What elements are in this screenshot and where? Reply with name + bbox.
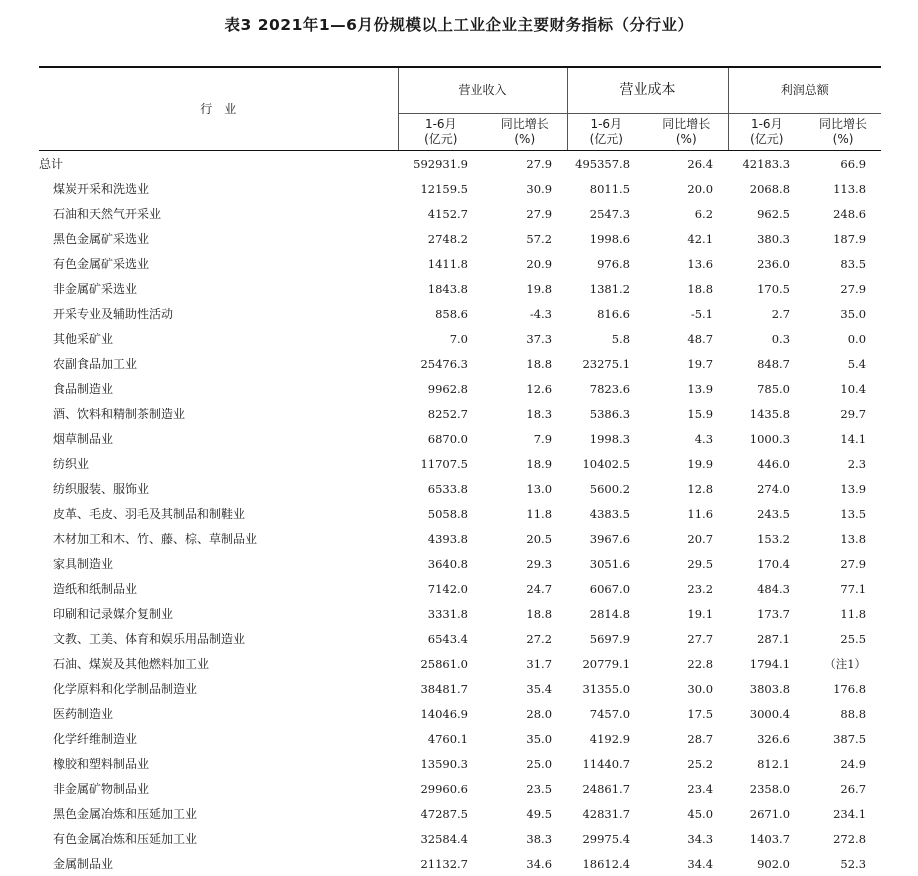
cost-growth: 27.7 bbox=[645, 626, 728, 651]
industry-name: 有色金属矿采选业 bbox=[39, 251, 398, 276]
cost-value: 5386.3 bbox=[567, 401, 645, 426]
revenue-growth: 38.3 bbox=[483, 826, 567, 851]
table-row bbox=[39, 251, 881, 276]
profit-value: 1000.3 bbox=[728, 426, 805, 451]
cost-growth: 28.7 bbox=[645, 726, 728, 751]
profit-value: 1794.1 bbox=[728, 651, 805, 676]
table-row bbox=[39, 401, 881, 426]
industry-name: 黑色金属冶炼和压延加工业 bbox=[39, 801, 398, 826]
revenue-value: 9962.8 bbox=[398, 376, 483, 401]
cost-growth: 30.0 bbox=[645, 676, 728, 701]
profit-growth: 272.8 bbox=[805, 826, 881, 851]
cost-value: 8011.5 bbox=[567, 176, 645, 201]
revenue-growth: 35.0 bbox=[483, 726, 567, 751]
cost-value: 4383.5 bbox=[567, 501, 645, 526]
cost-header: 营业成本 bbox=[567, 67, 728, 114]
revenue-value: 6870.0 bbox=[398, 426, 483, 451]
table-row bbox=[39, 851, 881, 876]
profit-growth: 0.0 bbox=[805, 326, 881, 351]
cost-growth: 22.8 bbox=[645, 651, 728, 676]
industry-name: 烟草制品业 bbox=[39, 426, 398, 451]
revenue-growth: 7.9 bbox=[483, 426, 567, 451]
table-row bbox=[39, 576, 881, 601]
profit-value: 2671.0 bbox=[728, 801, 805, 826]
profit-period-header: 1-6月 (亿元) bbox=[728, 114, 805, 151]
profit-value: 962.5 bbox=[728, 201, 805, 226]
cost-value: 1998.3 bbox=[567, 426, 645, 451]
table-row bbox=[39, 376, 881, 401]
profit-growth: 248.6 bbox=[805, 201, 881, 226]
cost-value: 7457.0 bbox=[567, 701, 645, 726]
cost-value: 7823.6 bbox=[567, 376, 645, 401]
cost-growth: 12.8 bbox=[645, 476, 728, 501]
industry-name: 食品制造业 bbox=[39, 376, 398, 401]
industry-name: 印刷和记录媒介复制业 bbox=[39, 601, 398, 626]
industry-name: 石油和天然气开采业 bbox=[39, 201, 398, 226]
cost-value: 6067.0 bbox=[567, 576, 645, 601]
profit-growth: 176.8 bbox=[805, 676, 881, 701]
table-row bbox=[39, 701, 881, 726]
revenue-growth: 20.9 bbox=[483, 251, 567, 276]
profit-value: 173.7 bbox=[728, 601, 805, 626]
cost-growth: 6.2 bbox=[645, 201, 728, 226]
profit-growth: 26.7 bbox=[805, 776, 881, 801]
revenue-growth: 18.3 bbox=[483, 401, 567, 426]
industry-name: 橡胶和塑料制品业 bbox=[39, 751, 398, 776]
industry-name: 医药制造业 bbox=[39, 701, 398, 726]
revenue-value: 14046.9 bbox=[398, 701, 483, 726]
cost-growth: 13.6 bbox=[645, 251, 728, 276]
revenue-growth: 20.5 bbox=[483, 526, 567, 551]
revenue-growth: 24.7 bbox=[483, 576, 567, 601]
cost-growth: 13.9 bbox=[645, 376, 728, 401]
cost-growth: 17.5 bbox=[645, 701, 728, 726]
profit-value: 848.7 bbox=[728, 351, 805, 376]
cost-period-header: 1-6月 (亿元) bbox=[567, 114, 645, 151]
table-row bbox=[39, 651, 881, 676]
profit-growth: 11.8 bbox=[805, 601, 881, 626]
cost-growth: 23.4 bbox=[645, 776, 728, 801]
revenue-value: 6533.8 bbox=[398, 476, 483, 501]
revenue-value: 4152.7 bbox=[398, 201, 483, 226]
profit-growth: 66.9 bbox=[805, 151, 881, 177]
revenue-value: 2748.2 bbox=[398, 226, 483, 251]
profit-value: 785.0 bbox=[728, 376, 805, 401]
profit-value: 274.0 bbox=[728, 476, 805, 501]
revenue-value: 13590.3 bbox=[398, 751, 483, 776]
revenue-growth: 34.6 bbox=[483, 851, 567, 876]
revenue-growth: 35.4 bbox=[483, 676, 567, 701]
revenue-growth: 37.3 bbox=[483, 326, 567, 351]
revenue-value: 3331.8 bbox=[398, 601, 483, 626]
profit-growth: 113.8 bbox=[805, 176, 881, 201]
cost-growth: -5.1 bbox=[645, 301, 728, 326]
industry-name: 纺织业 bbox=[39, 451, 398, 476]
profit-growth: 2.3 bbox=[805, 451, 881, 476]
cost-growth-header: 同比增长 (%) bbox=[645, 114, 728, 151]
profit-value: 236.0 bbox=[728, 251, 805, 276]
profit-growth: 77.1 bbox=[805, 576, 881, 601]
industry-name: 黑色金属矿采选业 bbox=[39, 226, 398, 251]
profit-value: 902.0 bbox=[728, 851, 805, 876]
revenue-growth: 13.0 bbox=[483, 476, 567, 501]
revenue-value: 11707.5 bbox=[398, 451, 483, 476]
revenue-value: 32584.4 bbox=[398, 826, 483, 851]
profit-value: 153.2 bbox=[728, 526, 805, 551]
table-row bbox=[39, 151, 881, 177]
profit-growth: 29.7 bbox=[805, 401, 881, 426]
table-row bbox=[39, 176, 881, 201]
revenue-growth: 12.6 bbox=[483, 376, 567, 401]
profit-growth: 88.8 bbox=[805, 701, 881, 726]
cost-value: 976.8 bbox=[567, 251, 645, 276]
profit-growth: 10.4 bbox=[805, 376, 881, 401]
cost-value: 24861.7 bbox=[567, 776, 645, 801]
cost-growth: 34.3 bbox=[645, 826, 728, 851]
cost-growth: 19.9 bbox=[645, 451, 728, 476]
industry-name: 煤炭开采和洗选业 bbox=[39, 176, 398, 201]
table-row bbox=[39, 726, 881, 751]
revenue-value: 25861.0 bbox=[398, 651, 483, 676]
revenue-value: 8252.7 bbox=[398, 401, 483, 426]
table-row bbox=[39, 351, 881, 376]
profit-value: 243.5 bbox=[728, 501, 805, 526]
cost-value: 42831.7 bbox=[567, 801, 645, 826]
cost-growth: 15.9 bbox=[645, 401, 728, 426]
profit-growth: 83.5 bbox=[805, 251, 881, 276]
revenue-value: 5058.8 bbox=[398, 501, 483, 526]
table-row bbox=[39, 426, 881, 451]
profit-header: 利润总额 bbox=[728, 67, 881, 114]
cost-growth: 11.6 bbox=[645, 501, 728, 526]
cost-value: 4192.9 bbox=[567, 726, 645, 751]
table-row bbox=[39, 601, 881, 626]
cost-value: 11440.7 bbox=[567, 751, 645, 776]
table-row bbox=[39, 451, 881, 476]
revenue-growth: 11.8 bbox=[483, 501, 567, 526]
cost-value: 31355.0 bbox=[567, 676, 645, 701]
cost-value: 10402.5 bbox=[567, 451, 645, 476]
revenue-growth: 19.8 bbox=[483, 276, 567, 301]
cost-value: 2547.3 bbox=[567, 201, 645, 226]
revenue-period-header: 1-6月 (亿元) bbox=[398, 114, 483, 151]
revenue-value: 3640.8 bbox=[398, 551, 483, 576]
profit-growth: 24.9 bbox=[805, 751, 881, 776]
profit-value: 2.7 bbox=[728, 301, 805, 326]
table-row bbox=[39, 476, 881, 501]
table-row bbox=[39, 201, 881, 226]
table-title: 表3 2021年1—6月份规模以上工业企业主要财务指标（分行业） bbox=[0, 13, 918, 35]
industry-name: 开采专业及辅助性活动 bbox=[39, 301, 398, 326]
revenue-value: 21132.7 bbox=[398, 851, 483, 876]
revenue-value: 6543.4 bbox=[398, 626, 483, 651]
table-row bbox=[39, 751, 881, 776]
cost-growth: 19.1 bbox=[645, 601, 728, 626]
cost-value: 5600.2 bbox=[567, 476, 645, 501]
profit-growth: 25.5 bbox=[805, 626, 881, 651]
profit-value: 0.3 bbox=[728, 326, 805, 351]
profit-value: 1435.8 bbox=[728, 401, 805, 426]
profit-value: 3803.8 bbox=[728, 676, 805, 701]
cost-value: 3967.6 bbox=[567, 526, 645, 551]
revenue-growth: 27.9 bbox=[483, 201, 567, 226]
revenue-value: 592931.9 bbox=[398, 151, 483, 177]
table-row bbox=[39, 551, 881, 576]
industry-name: 非金属矿采选业 bbox=[39, 276, 398, 301]
industry-name: 有色金属冶炼和压延加工业 bbox=[39, 826, 398, 851]
industry-header: 行 业 bbox=[39, 67, 398, 151]
industry-name: 其他采矿业 bbox=[39, 326, 398, 351]
revenue-growth: 25.0 bbox=[483, 751, 567, 776]
table-row bbox=[39, 501, 881, 526]
industry-name: 农副食品加工业 bbox=[39, 351, 398, 376]
table-row bbox=[39, 676, 881, 701]
cost-value: 29975.4 bbox=[567, 826, 645, 851]
profit-value: 1403.7 bbox=[728, 826, 805, 851]
revenue-value: 7142.0 bbox=[398, 576, 483, 601]
cost-value: 5697.9 bbox=[567, 626, 645, 651]
revenue-growth: 57.2 bbox=[483, 226, 567, 251]
profit-value: 326.6 bbox=[728, 726, 805, 751]
industry-name: 文教、工美、体育和娱乐用品制造业 bbox=[39, 626, 398, 651]
industry-name: 金属制品业 bbox=[39, 851, 398, 876]
cost-growth: 19.7 bbox=[645, 351, 728, 376]
profit-value: 3000.4 bbox=[728, 701, 805, 726]
table-row bbox=[39, 626, 881, 651]
profit-growth: 13.8 bbox=[805, 526, 881, 551]
cost-value: 1998.6 bbox=[567, 226, 645, 251]
revenue-growth: 29.3 bbox=[483, 551, 567, 576]
revenue-growth: -4.3 bbox=[483, 301, 567, 326]
cost-growth: 34.4 bbox=[645, 851, 728, 876]
profit-value: 170.5 bbox=[728, 276, 805, 301]
revenue-growth: 27.2 bbox=[483, 626, 567, 651]
profit-growth-header: 同比增长 (%) bbox=[805, 114, 881, 151]
profit-value: 2358.0 bbox=[728, 776, 805, 801]
cost-growth: 26.4 bbox=[645, 151, 728, 177]
revenue-value: 4760.1 bbox=[398, 726, 483, 751]
industry-name: 皮革、毛皮、羽毛及其制品和制鞋业 bbox=[39, 501, 398, 526]
profit-value: 446.0 bbox=[728, 451, 805, 476]
cost-growth: 29.5 bbox=[645, 551, 728, 576]
profit-growth: 13.9 bbox=[805, 476, 881, 501]
revenue-value: 38481.7 bbox=[398, 676, 483, 701]
cost-growth: 23.2 bbox=[645, 576, 728, 601]
profit-growth: 27.9 bbox=[805, 276, 881, 301]
profit-value: 380.3 bbox=[728, 226, 805, 251]
industry-name: 纺织服装、服饰业 bbox=[39, 476, 398, 501]
table-row bbox=[39, 226, 881, 251]
total-row-label: 总计 bbox=[39, 151, 398, 177]
revenue-value: 7.0 bbox=[398, 326, 483, 351]
cost-value: 18612.4 bbox=[567, 851, 645, 876]
industry-name: 化学原料和化学制品制造业 bbox=[39, 676, 398, 701]
revenue-value: 1411.8 bbox=[398, 251, 483, 276]
profit-growth: （注1） bbox=[805, 651, 881, 676]
profit-growth: 234.1 bbox=[805, 801, 881, 826]
cost-growth: 48.7 bbox=[645, 326, 728, 351]
cost-value: 495357.8 bbox=[567, 151, 645, 177]
table-row bbox=[39, 326, 881, 351]
revenue-value: 25476.3 bbox=[398, 351, 483, 376]
revenue-value: 29960.6 bbox=[398, 776, 483, 801]
profit-value: 812.1 bbox=[728, 751, 805, 776]
profit-growth: 14.1 bbox=[805, 426, 881, 451]
profit-growth: 5.4 bbox=[805, 351, 881, 376]
industry-name: 家具制造业 bbox=[39, 551, 398, 576]
revenue-growth-header: 同比增长 (%) bbox=[483, 114, 567, 151]
cost-growth: 45.0 bbox=[645, 801, 728, 826]
industry-name: 造纸和纸制品业 bbox=[39, 576, 398, 601]
revenue-value: 858.6 bbox=[398, 301, 483, 326]
table-row bbox=[39, 276, 881, 301]
profit-growth: 13.5 bbox=[805, 501, 881, 526]
industry-name: 木材加工和木、竹、藤、棕、草制品业 bbox=[39, 526, 398, 551]
cost-growth: 4.3 bbox=[645, 426, 728, 451]
profit-value: 287.1 bbox=[728, 626, 805, 651]
profit-growth: 27.9 bbox=[805, 551, 881, 576]
table-row bbox=[39, 301, 881, 326]
cost-growth: 18.8 bbox=[645, 276, 728, 301]
table-row bbox=[39, 776, 881, 801]
revenue-growth: 28.0 bbox=[483, 701, 567, 726]
revenue-growth: 31.7 bbox=[483, 651, 567, 676]
cost-value: 3051.6 bbox=[567, 551, 645, 576]
revenue-growth: 27.9 bbox=[483, 151, 567, 177]
table-row bbox=[39, 826, 881, 851]
revenue-growth: 23.5 bbox=[483, 776, 567, 801]
industry-name: 非金属矿物制品业 bbox=[39, 776, 398, 801]
cost-value: 23275.1 bbox=[567, 351, 645, 376]
cost-value: 2814.8 bbox=[567, 601, 645, 626]
cost-value: 816.6 bbox=[567, 301, 645, 326]
cost-value: 1381.2 bbox=[567, 276, 645, 301]
industry-name: 石油、煤炭及其他燃料加工业 bbox=[39, 651, 398, 676]
revenue-growth: 18.8 bbox=[483, 351, 567, 376]
cost-growth: 20.7 bbox=[645, 526, 728, 551]
cost-growth: 20.0 bbox=[645, 176, 728, 201]
revenue-growth: 18.9 bbox=[483, 451, 567, 476]
revenue-value: 12159.5 bbox=[398, 176, 483, 201]
table-body bbox=[39, 151, 881, 876]
cost-value: 5.8 bbox=[567, 326, 645, 351]
revenue-growth: 49.5 bbox=[483, 801, 567, 826]
profit-growth: 52.3 bbox=[805, 851, 881, 876]
profit-value: 42183.3 bbox=[728, 151, 805, 177]
cost-growth: 25.2 bbox=[645, 751, 728, 776]
revenue-header: 营业收入 bbox=[398, 67, 567, 114]
revenue-value: 1843.8 bbox=[398, 276, 483, 301]
profit-growth: 187.9 bbox=[805, 226, 881, 251]
industry-name: 酒、饮料和精制茶制造业 bbox=[39, 401, 398, 426]
cost-value: 20779.1 bbox=[567, 651, 645, 676]
industry-name: 化学纤维制造业 bbox=[39, 726, 398, 751]
revenue-growth: 18.8 bbox=[483, 601, 567, 626]
revenue-value: 47287.5 bbox=[398, 801, 483, 826]
profit-value: 170.4 bbox=[728, 551, 805, 576]
profit-value: 484.3 bbox=[728, 576, 805, 601]
profit-value: 2068.8 bbox=[728, 176, 805, 201]
financial-indicators-table bbox=[39, 66, 881, 876]
cost-growth: 42.1 bbox=[645, 226, 728, 251]
table-row bbox=[39, 526, 881, 551]
table-row bbox=[39, 801, 881, 826]
revenue-growth: 30.9 bbox=[483, 176, 567, 201]
revenue-value: 4393.8 bbox=[398, 526, 483, 551]
profit-growth: 387.5 bbox=[805, 726, 881, 751]
profit-growth: 35.0 bbox=[805, 301, 881, 326]
